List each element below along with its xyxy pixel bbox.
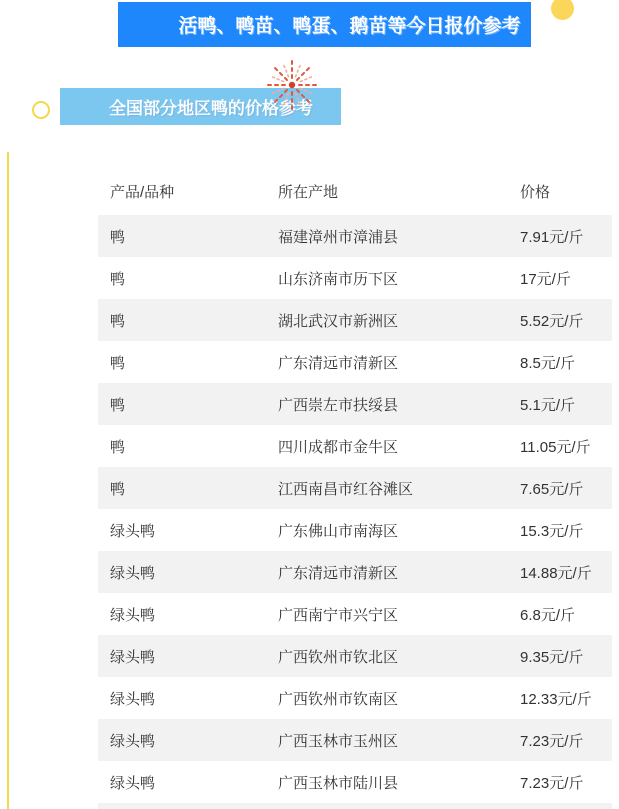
cell-product: 鸭: [110, 396, 126, 414]
cell-origin: 福建漳州市漳浦县: [278, 228, 399, 246]
cell-product: 鸭: [110, 354, 126, 372]
table-row: [98, 383, 612, 425]
table-row: [98, 299, 612, 341]
cell-origin: 广东清远市清新区: [278, 354, 399, 372]
cell-price: 14.88元/斤: [520, 564, 592, 582]
table-body: [98, 215, 612, 803]
cell-price: 9.35元/斤: [520, 648, 584, 666]
cell-origin: 广东清远市清新区: [278, 564, 399, 582]
cell-price: 5.52元/斤: [520, 312, 584, 330]
header-product: 产品/品种: [110, 184, 175, 201]
cell-price: 17元/斤: [520, 270, 571, 288]
cell-origin: 山东济南市历下区: [278, 270, 399, 288]
cell-price: 11.05元/斤: [520, 438, 591, 456]
cell-price: 7.65元/斤: [520, 480, 584, 498]
table-header-row: [98, 168, 612, 215]
table-row: [98, 215, 612, 257]
yellow-ring-decoration: [32, 101, 50, 119]
cell-product: 绿头鸭: [110, 732, 156, 750]
cell-origin: 广西钦州市钦北区: [278, 648, 399, 666]
table-row: [98, 467, 612, 509]
table-row: [98, 257, 612, 299]
firework-icon: [264, 57, 320, 113]
cell-product: 鸭: [110, 312, 126, 330]
table-row: [98, 677, 612, 719]
cell-price: 15.3元/斤: [520, 522, 584, 540]
cell-origin: 四川成都市金牛区: [278, 438, 399, 456]
cell-origin: 广东佛山市南海区: [278, 522, 399, 540]
cell-origin: 广西玉林市玉州区: [278, 732, 399, 750]
cell-product: 绿头鸭: [110, 606, 156, 624]
table-row: [98, 719, 612, 761]
cell-product: 绿头鸭: [110, 564, 156, 582]
cell-origin: 广西崇左市扶绥县: [278, 396, 399, 414]
cell-price: 7.23元/斤: [520, 774, 584, 792]
yellow-dot-decoration: [551, 0, 574, 20]
cell-product: 鸭: [110, 438, 126, 456]
cell-product: 绿头鸭: [110, 774, 156, 792]
header-price: 价格: [520, 184, 551, 201]
banner-title: 活鸭、鸭苗、鸭蛋、鹅苗等今日报价参考: [178, 16, 521, 37]
table-row-partial: [98, 803, 612, 809]
cell-price: 7.91元/斤: [520, 228, 584, 246]
table-row: [98, 509, 612, 551]
price-table: [98, 168, 612, 803]
cell-origin: 广西钦州市钦南区: [278, 690, 399, 708]
header-origin: 所在产地: [278, 184, 339, 201]
table-row: [98, 593, 612, 635]
yellow-vertical-line: [7, 152, 9, 809]
cell-product: 绿头鸭: [110, 522, 156, 540]
table-row: [98, 761, 612, 803]
cell-product: 绿头鸭: [110, 648, 156, 666]
cell-price: 8.5元/斤: [520, 354, 576, 372]
cell-origin: 广西南宁市兴宁区: [278, 606, 399, 624]
title-banner: [118, 2, 531, 47]
table-row: [98, 425, 612, 467]
section-title: 全国部分地区鸭的价格参考: [109, 99, 313, 118]
table-row: [98, 635, 612, 677]
cell-price: 5.1元/斤: [520, 396, 576, 414]
cell-origin: 广西玉林市陆川县: [278, 774, 399, 792]
table-row: [98, 551, 612, 593]
cell-origin: 江西南昌市红谷滩区: [278, 480, 414, 498]
cell-price: 6.8元/斤: [520, 606, 576, 624]
table-row: [98, 341, 612, 383]
cell-product: 鸭: [110, 270, 126, 288]
cell-product: 鸭: [110, 480, 126, 498]
cell-origin: 湖北武汉市新洲区: [278, 312, 399, 330]
cell-price: 12.33元/斤: [520, 690, 592, 708]
cell-product: 鸭: [110, 228, 126, 246]
cell-price: 7.23元/斤: [520, 732, 584, 750]
cell-product: 绿头鸭: [110, 690, 156, 708]
